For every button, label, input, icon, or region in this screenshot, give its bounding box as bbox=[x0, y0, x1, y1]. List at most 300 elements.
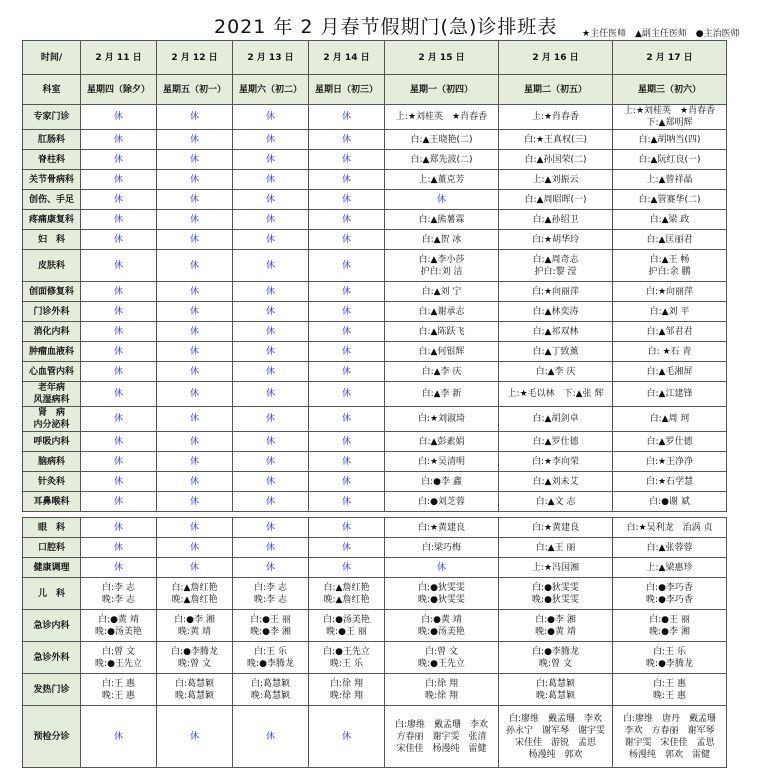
shift-cell bbox=[309, 170, 385, 190]
rest-label: 休 bbox=[265, 522, 275, 533]
shift-text: 白:▲孙绍卫 bbox=[532, 214, 579, 225]
rest-label: 休 bbox=[341, 174, 351, 185]
department-cell bbox=[23, 538, 81, 558]
schedule-row bbox=[23, 578, 727, 610]
shift-text: 白:★石学慧 bbox=[645, 476, 694, 487]
shift-text: 宋佳佳 游锐 孟思 bbox=[514, 737, 596, 748]
rest-label: 休 bbox=[113, 346, 123, 357]
shift-cell bbox=[385, 472, 499, 492]
rest-label: 休 bbox=[189, 542, 199, 553]
date-header: 2 月 17 日 bbox=[613, 41, 727, 75]
rest-label: 休 bbox=[189, 346, 199, 357]
shift-cell bbox=[233, 518, 309, 538]
rest-label: 休 bbox=[113, 112, 123, 122]
rest-label: 休 bbox=[113, 436, 123, 447]
shift-text: 晚:●李巧香 bbox=[646, 594, 693, 605]
shift-cell bbox=[309, 342, 385, 362]
shift-cell bbox=[81, 322, 157, 342]
shift-text: 白:▲孙国荣(二) bbox=[524, 154, 587, 165]
shift-cell bbox=[499, 610, 613, 642]
shift-text: 上:★冯国湘 bbox=[531, 562, 580, 573]
rest-label: 休 bbox=[189, 326, 199, 337]
shift-cell bbox=[385, 407, 499, 432]
legend bbox=[582, 26, 746, 39]
shift-cell bbox=[309, 558, 385, 578]
shift-cell bbox=[385, 342, 499, 362]
shift-cell bbox=[157, 322, 233, 342]
shift-cell bbox=[499, 492, 613, 512]
rest-label: 休 bbox=[265, 456, 275, 467]
schedule-row bbox=[23, 407, 727, 432]
shift-cell bbox=[499, 674, 613, 706]
rest-label: 休 bbox=[113, 234, 123, 245]
shift-text: 白:★黄建良 bbox=[417, 522, 466, 533]
shift-cell bbox=[309, 150, 385, 170]
shift-text: 白:●李 湘 bbox=[174, 614, 215, 625]
rest-label: 休 bbox=[341, 134, 351, 145]
shift-cell bbox=[157, 452, 233, 472]
shift-cell bbox=[613, 492, 727, 512]
shift-text: 白:★黄建良 bbox=[531, 522, 580, 533]
shift-text: 白:▲张蓉蓉 bbox=[646, 542, 693, 553]
rest-label: 休 bbox=[341, 234, 351, 245]
department-name: 疼痛康复科 bbox=[28, 214, 74, 225]
header-weekday-row bbox=[23, 75, 727, 105]
department-name: 针灸科 bbox=[37, 476, 65, 487]
weekday-header: 星期一（初四） bbox=[385, 75, 499, 105]
shift-cell bbox=[309, 538, 385, 558]
department-cell bbox=[23, 230, 81, 250]
department-name: 肿瘤血液科 bbox=[28, 346, 74, 357]
shift-cell bbox=[613, 130, 727, 150]
shift-cell bbox=[81, 105, 157, 130]
rest-label: 休 bbox=[113, 174, 123, 185]
department-cell bbox=[23, 382, 81, 407]
schedule-row bbox=[23, 610, 727, 642]
shift-cell bbox=[385, 105, 499, 130]
shift-cell bbox=[157, 382, 233, 407]
shift-text: 白:●王 丽 bbox=[649, 614, 690, 625]
rest-label: 休 bbox=[341, 389, 351, 399]
schedule-table-secondary bbox=[22, 517, 727, 768]
shift-cell bbox=[499, 706, 613, 768]
weekday-header: 星期日（初三） bbox=[309, 75, 385, 105]
rest-label: 休 bbox=[265, 286, 275, 297]
rest-label: 休 bbox=[341, 436, 351, 447]
rest-label: 休 bbox=[113, 306, 123, 317]
shift-cell bbox=[81, 452, 157, 472]
shift-cell bbox=[309, 642, 385, 674]
shift-text: 白:●狄雯雯 bbox=[418, 582, 465, 593]
shift-cell bbox=[233, 105, 309, 130]
rest-label: 休 bbox=[113, 496, 123, 507]
department-name: 关节骨病科 bbox=[28, 174, 74, 185]
schedule-row bbox=[23, 302, 727, 322]
shift-cell bbox=[81, 170, 157, 190]
shift-cell bbox=[309, 492, 385, 512]
shift-text: 白:▲周 珂 bbox=[649, 414, 690, 424]
rest-label: 休 bbox=[113, 214, 123, 225]
corner-header-dept: 科室 bbox=[23, 75, 81, 105]
department-cell bbox=[23, 250, 81, 282]
rest-label: 休 bbox=[189, 112, 199, 122]
shift-text: 白:李 志 bbox=[254, 582, 287, 593]
shift-cell bbox=[81, 150, 157, 170]
rest-label: 休 bbox=[113, 562, 123, 573]
shift-cell bbox=[385, 130, 499, 150]
shift-cell bbox=[309, 282, 385, 302]
shift-text: 晚:▲詹红艳 bbox=[323, 594, 370, 605]
rest-label: 休 bbox=[436, 562, 446, 573]
shift-text: 晚:葛慧颖 bbox=[174, 690, 215, 701]
shift-cell bbox=[309, 452, 385, 472]
rest-label: 休 bbox=[265, 731, 275, 742]
shift-text: 白:★向丽萍 bbox=[645, 286, 694, 297]
shift-cell bbox=[81, 558, 157, 578]
shift-text: 白:●黄 靖 bbox=[421, 614, 462, 625]
rest-label: 休 bbox=[189, 174, 199, 185]
shift-cell bbox=[613, 674, 727, 706]
shift-cell bbox=[81, 492, 157, 512]
shift-text: 白:▲郑先波(二) bbox=[410, 154, 473, 165]
rest-label: 休 bbox=[265, 562, 275, 573]
shift-text: 白:▲胡剑卓 bbox=[532, 414, 579, 424]
rest-label: 休 bbox=[341, 326, 351, 337]
schedule-row bbox=[23, 452, 727, 472]
rest-label: 休 bbox=[265, 260, 275, 271]
shift-cell bbox=[81, 674, 157, 706]
shift-text: 上:▲曾祥晶 bbox=[646, 174, 693, 185]
schedule-row bbox=[23, 362, 727, 382]
shift-cell bbox=[233, 432, 309, 452]
schedule-row bbox=[23, 492, 727, 512]
shift-text: 白:▲林奕涛 bbox=[532, 306, 579, 317]
shift-cell bbox=[81, 578, 157, 610]
rest-label: 休 bbox=[265, 414, 275, 424]
shift-cell bbox=[499, 642, 613, 674]
shift-text: 白:廖维 戴孟珊 李欢 bbox=[394, 719, 489, 730]
weekday-header: 星期四（除夕） bbox=[81, 75, 157, 105]
shift-cell bbox=[613, 342, 727, 362]
rest-label: 休 bbox=[113, 414, 123, 424]
shift-cell bbox=[385, 250, 499, 282]
shift-cell bbox=[385, 362, 499, 382]
rest-label: 休 bbox=[113, 326, 123, 337]
shift-cell bbox=[81, 538, 157, 558]
schedule-body-secondary bbox=[23, 518, 727, 768]
shift-cell bbox=[309, 362, 385, 382]
shift-cell bbox=[385, 674, 499, 706]
shift-cell bbox=[385, 538, 499, 558]
department-cell bbox=[23, 322, 81, 342]
department-cell bbox=[23, 558, 81, 578]
shift-text: 晚:●黄 靖 bbox=[535, 626, 576, 637]
shift-text: 白:▲匡丽君 bbox=[646, 234, 693, 245]
rest-label: 休 bbox=[189, 366, 199, 377]
shift-cell bbox=[233, 610, 309, 642]
shift-text: 晚:李 志 bbox=[102, 594, 135, 605]
shift-cell bbox=[499, 250, 613, 282]
shift-cell bbox=[233, 472, 309, 492]
shift-cell bbox=[81, 230, 157, 250]
shift-text: 白:▲文 志 bbox=[535, 496, 576, 507]
shift-cell bbox=[613, 322, 727, 342]
department-name: 健康调理 bbox=[33, 562, 70, 573]
shift-text: 白:▲刘 宁 bbox=[421, 286, 462, 297]
schedule-row bbox=[23, 230, 727, 250]
shift-cell bbox=[385, 578, 499, 610]
shift-cell bbox=[81, 302, 157, 322]
rest-label: 休 bbox=[341, 346, 351, 357]
department-cell bbox=[23, 674, 81, 706]
shift-text: 晚:●李 湘 bbox=[649, 626, 690, 637]
shift-cell bbox=[385, 432, 499, 452]
shift-text: 上:★刘桂英 ★肖春香 bbox=[623, 106, 716, 116]
department-cell bbox=[23, 518, 81, 538]
schedule-row bbox=[23, 432, 727, 452]
shift-text: 上:★毛以林 下:▲张 辉 bbox=[507, 389, 604, 399]
shift-text: 白:廖维 唐丹 戴孟珊 bbox=[622, 713, 717, 724]
shift-cell bbox=[233, 302, 309, 322]
shift-cell bbox=[499, 407, 613, 432]
shift-text: 白:徐 翔 bbox=[330, 678, 363, 689]
shift-text: 白:▲李 庆 bbox=[421, 366, 462, 377]
shift-text: 白:▲胡呐当(四) bbox=[638, 134, 701, 145]
shift-cell bbox=[499, 538, 613, 558]
shift-cell bbox=[157, 210, 233, 230]
shift-text: 孙永宁 谢军琴 谢宇雯 bbox=[505, 725, 605, 736]
shift-cell bbox=[613, 578, 727, 610]
shift-cell bbox=[613, 538, 727, 558]
department-cell bbox=[23, 452, 81, 472]
shift-text: 白:▲罗仕德 bbox=[532, 436, 579, 447]
shift-cell bbox=[499, 362, 613, 382]
shift-cell bbox=[157, 282, 233, 302]
shift-cell bbox=[157, 250, 233, 282]
shift-text: 白:★胡华玲 bbox=[531, 234, 580, 245]
shift-text: 白:▲谢承志 bbox=[418, 306, 465, 317]
shift-cell bbox=[613, 250, 727, 282]
schedule-body-main bbox=[23, 105, 727, 512]
shift-cell bbox=[81, 706, 157, 768]
shift-cell bbox=[157, 190, 233, 210]
shift-cell bbox=[385, 150, 499, 170]
rest-label: 休 bbox=[265, 496, 275, 507]
shift-cell bbox=[385, 190, 499, 210]
shift-cell bbox=[233, 642, 309, 674]
department-name: 专家门诊 bbox=[33, 112, 70, 122]
shift-cell bbox=[81, 642, 157, 674]
schedule-row bbox=[23, 210, 727, 230]
rest-label: 休 bbox=[341, 112, 351, 122]
shift-cell bbox=[81, 407, 157, 432]
shift-text: 白:●李腾龙 bbox=[532, 646, 579, 657]
schedule-row bbox=[23, 282, 727, 302]
shift-cell bbox=[233, 282, 309, 302]
shift-cell bbox=[499, 170, 613, 190]
shift-cell bbox=[385, 210, 499, 230]
shift-cell bbox=[233, 230, 309, 250]
shift-text: 上:▲董克芳 bbox=[418, 174, 465, 185]
shift-text: 晚:●汤美艳 bbox=[418, 626, 465, 637]
department-name: 呼吸内科 bbox=[33, 436, 70, 447]
shift-cell bbox=[233, 362, 309, 382]
department-name: 口腔科 bbox=[37, 542, 65, 553]
shift-cell bbox=[157, 105, 233, 130]
shift-cell bbox=[613, 558, 727, 578]
shift-cell bbox=[309, 382, 385, 407]
department-name: 肾 病 bbox=[37, 408, 65, 418]
rest-label: 休 bbox=[341, 522, 351, 533]
department-name: 心血管内科 bbox=[28, 366, 74, 377]
rest-label: 休 bbox=[341, 306, 351, 317]
shift-text: 晚:徐 翔 bbox=[330, 690, 363, 701]
rest-label: 休 bbox=[113, 286, 123, 297]
shift-cell bbox=[499, 558, 613, 578]
rest-label: 休 bbox=[113, 456, 123, 467]
shift-cell bbox=[233, 492, 309, 512]
shift-text: 白:葛慧颖 bbox=[174, 678, 215, 689]
schedule-row bbox=[23, 558, 727, 578]
shift-cell bbox=[385, 282, 499, 302]
weekday-header: 星期二（初五） bbox=[499, 75, 613, 105]
department-cell bbox=[23, 362, 81, 382]
department-name: 预检分诊 bbox=[33, 731, 70, 742]
header-date-row bbox=[23, 41, 727, 75]
department-cell bbox=[23, 342, 81, 362]
department-name: 发热门诊 bbox=[33, 684, 70, 695]
shift-cell bbox=[309, 610, 385, 642]
shift-text: 晚:●狄雯雯 bbox=[418, 594, 465, 605]
shift-text: 白:▲管赛华(二) bbox=[638, 194, 701, 205]
rest-label: 休 bbox=[265, 389, 275, 399]
shift-text: 白:●李巧香 bbox=[646, 582, 693, 593]
shift-cell bbox=[81, 610, 157, 642]
shift-cell bbox=[81, 472, 157, 492]
shift-cell bbox=[385, 302, 499, 322]
shift-text: 白:▲何银辉 bbox=[418, 346, 465, 357]
shift-cell bbox=[499, 452, 613, 472]
rest-label: 休 bbox=[189, 389, 199, 399]
shift-cell bbox=[309, 322, 385, 342]
rest-label: 休 bbox=[189, 476, 199, 487]
shift-text: 白:葛慧颖 bbox=[535, 678, 576, 689]
shift-cell bbox=[613, 150, 727, 170]
shift-text: 白:●谢 斌 bbox=[649, 496, 690, 507]
rest-label: 休 bbox=[341, 496, 351, 507]
shift-text: 白:▲王 丽 bbox=[535, 542, 576, 553]
date-header: 2 月 15 日 bbox=[385, 41, 499, 75]
shift-cell bbox=[81, 382, 157, 407]
department-name: 创面修复科 bbox=[28, 286, 74, 297]
shift-text: 白:●狄雯雯 bbox=[532, 582, 579, 593]
shift-text: 晚:●王先立 bbox=[418, 658, 465, 669]
shift-cell bbox=[499, 322, 613, 342]
shift-cell bbox=[157, 538, 233, 558]
department-name: 创伤、手足 bbox=[28, 194, 74, 205]
shift-cell bbox=[613, 452, 727, 472]
shift-cell bbox=[385, 642, 499, 674]
rest-label: 休 bbox=[341, 414, 351, 424]
shift-text: 晚:●狄雯雯 bbox=[532, 594, 579, 605]
shift-cell bbox=[499, 302, 613, 322]
shift-text: 白:●李 鑫 bbox=[421, 476, 462, 487]
shift-text: 白:王 惠 bbox=[653, 678, 686, 689]
shift-cell bbox=[157, 130, 233, 150]
shift-text: 晚:徐 翔 bbox=[425, 690, 458, 701]
shift-text: 白:▲贺 冰 bbox=[421, 234, 462, 245]
shift-cell bbox=[499, 518, 613, 538]
shift-cell bbox=[233, 674, 309, 706]
shift-cell bbox=[385, 170, 499, 190]
shift-text: 上:▲刘振云 bbox=[532, 174, 579, 185]
department-name: 皮肤科 bbox=[37, 260, 65, 271]
shift-text: 白:●王 丽 bbox=[250, 614, 291, 625]
rest-label: 休 bbox=[189, 194, 199, 205]
shift-text: 晚:●李 湘 bbox=[250, 626, 291, 637]
shift-text: 白:●刘芝蓉 bbox=[418, 496, 465, 507]
shift-cell bbox=[385, 610, 499, 642]
shift-cell bbox=[309, 250, 385, 282]
shift-text: 白: ★石 青 bbox=[647, 346, 692, 357]
shift-cell bbox=[81, 342, 157, 362]
shift-text: 晚:黄 靖 bbox=[178, 626, 211, 637]
rest-label: 休 bbox=[341, 194, 351, 205]
department-cell bbox=[23, 610, 81, 642]
rest-label: 休 bbox=[265, 366, 275, 377]
page-title: 2021 年 2 月春节假期门(急)诊排班表 bbox=[214, 16, 558, 38]
shift-text: 方春丽 谢宇雯 张清 bbox=[396, 731, 487, 742]
shift-cell bbox=[233, 190, 309, 210]
shift-text: 白:徐 翔 bbox=[425, 678, 458, 689]
rest-label: 休 bbox=[341, 731, 351, 742]
rest-label: 休 bbox=[189, 456, 199, 467]
shift-cell bbox=[385, 518, 499, 538]
department-cell bbox=[23, 706, 81, 768]
department-name: 急诊内科 bbox=[33, 620, 70, 631]
rest-label: 休 bbox=[265, 542, 275, 553]
rest-label: 休 bbox=[189, 234, 199, 245]
shift-text: 上:▲梁惠珍 bbox=[646, 562, 693, 573]
shift-text: 白:▲王晓艳(二) bbox=[410, 134, 473, 145]
shift-cell bbox=[81, 250, 157, 282]
department-cell bbox=[23, 302, 81, 322]
shift-cell bbox=[233, 452, 309, 472]
shift-cell bbox=[613, 230, 727, 250]
shift-cell bbox=[613, 706, 727, 768]
shift-text: 白:●黄 靖 bbox=[98, 614, 139, 625]
rest-label: 休 bbox=[265, 154, 275, 165]
shift-cell bbox=[157, 706, 233, 768]
weekday-header: 星期五（初一） bbox=[157, 75, 233, 105]
shift-cell bbox=[385, 452, 499, 472]
schedule-row bbox=[23, 105, 727, 130]
shift-cell bbox=[157, 230, 233, 250]
shift-cell bbox=[157, 362, 233, 382]
shift-cell bbox=[385, 322, 499, 342]
shift-cell bbox=[613, 642, 727, 674]
shift-text: 晚:李 志 bbox=[254, 594, 287, 605]
shift-cell bbox=[309, 518, 385, 538]
shift-cell bbox=[233, 706, 309, 768]
shift-cell bbox=[81, 130, 157, 150]
shift-text: 杨漫纯 郭欢 雷健 bbox=[628, 749, 710, 760]
schedule-row bbox=[23, 190, 727, 210]
shift-cell bbox=[233, 558, 309, 578]
shift-text: 晚:曾 文 bbox=[178, 658, 211, 669]
shift-cell bbox=[81, 190, 157, 210]
shift-cell bbox=[613, 302, 727, 322]
